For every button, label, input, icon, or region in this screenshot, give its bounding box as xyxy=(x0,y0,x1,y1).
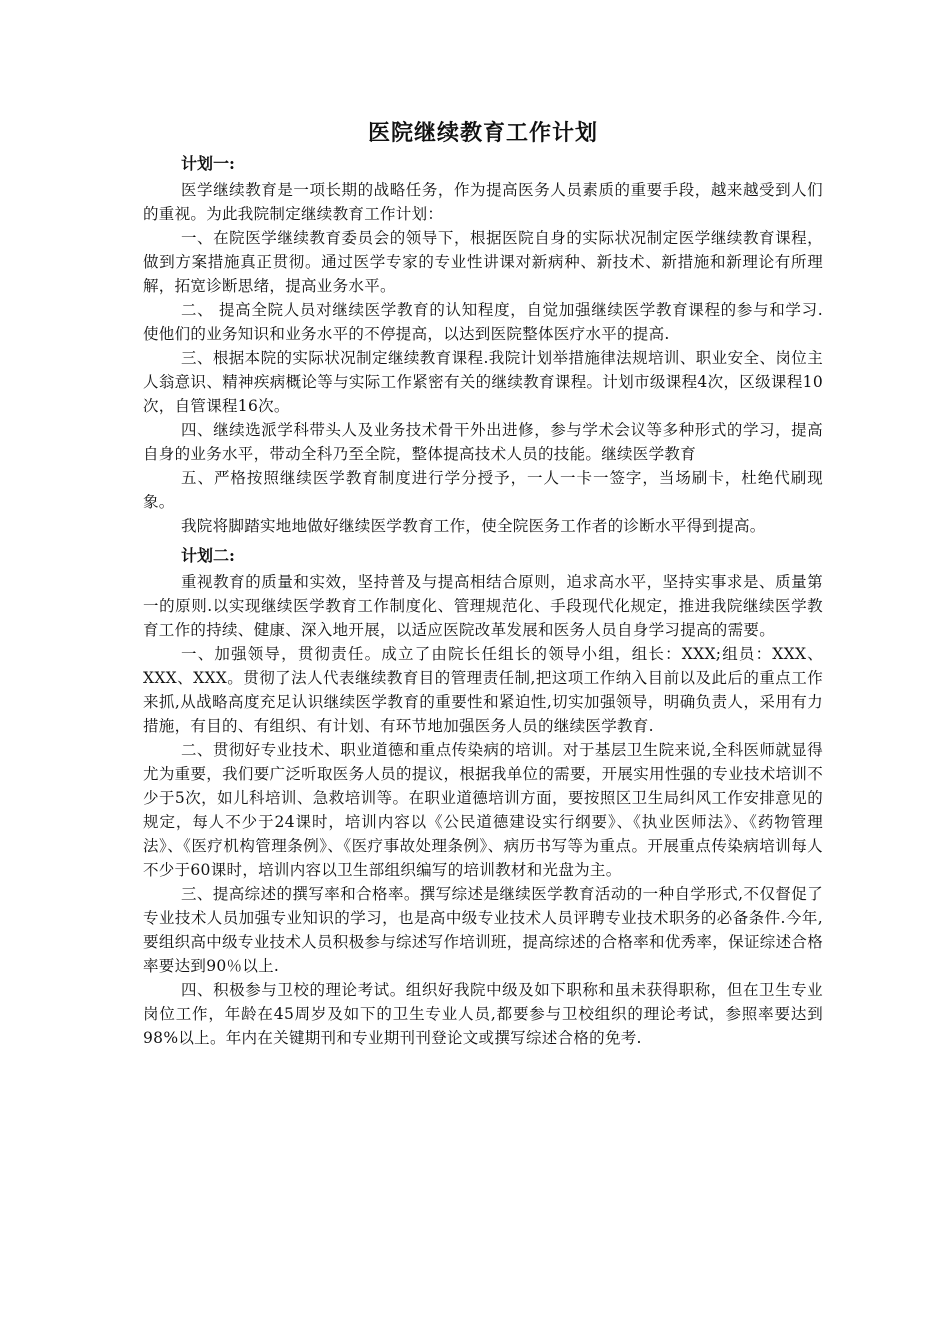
document-page xyxy=(143,118,823,1056)
plan-two-heading: 计划二: xyxy=(181,546,235,565)
paragraph: 四、积极参与卫校的理论考试。组织好我院中级及如下职称和虽未获得职称，但在卫生专业岗位工作，年龄在45周岁及如下的卫生专业人员,都要参与卫校组织的理论考试，参照率要达到98%以上。年内在关键期刊和专业期刊刊登论文或撰写综述合格的免考. xyxy=(143,981,823,1047)
paragraph: 一、在院医学继续教育委员会的领导下，根据医院自身的实际状况制定医学继续教育课程，做到方案措施真正贯彻。通过医学专家的专业性讲课对新病种、新技术、新措施和新理论有所理解，拓宽诊断思绪，提高业务水平。 xyxy=(143,229,823,295)
plan-two-section xyxy=(143,544,823,1050)
plan-one-heading: 计划一: xyxy=(181,154,235,173)
document-title: 医院继续教育工作计划 xyxy=(367,120,598,146)
paragraph: 重视教育的质量和实效，坚持普及与提高相结合原则，追求高水平，坚持实事求是、质量第一的原则.以实现继续医学教育工作制度化、管理规范化、手段现代化规定，推进我院继续医学教育工作的持续、健康、深入地开展，以适应医院改革发展和医务人员自身学习提高的需要。 xyxy=(143,573,823,639)
paragraph: 五、严格按照继续医学教育制度进行学分授予，一人一卡一签字，当场刷卡，杜绝代刷现象。 xyxy=(143,469,823,511)
paragraph: 我院将脚踏实地地做好继续医学教育工作，使全院医务工作者的诊断水平得到提高。 xyxy=(181,517,766,535)
paragraph: 三、根据本院的实际状况制定继续教育课程.我院计划举措施律法规培训、职业安全、岗位主人翁意识、精神疾病概论等与实际工作紧密有关的继续教育课程。计划市级课程4次，区级课程10次，自管课程16次。 xyxy=(143,349,823,415)
paragraph: 一、加强领导，贯彻责任。成立了由院长任组长的领导小组，组长：XXX;组员：XXX、XXX、XXX。贯彻了法人代表继续教育目的管理责任制,把这项工作纳入目前以及此后的重点工作来抓,从战略高度充足认识继续医学教育的重要性和紧迫性,切实加强领导，明确负责人，采用有力措施，有目的、有组织、有计划、有环节地加强医务人员的继续医学教育. xyxy=(143,645,823,735)
paragraph: 三、提高综述的撰写率和合格率。撰写综述是继续医学教育活动的一种自学形式,不仅督促了专业技术人员加强专业知识的学习，也是高中级专业技术人员评聘专业技术职务的必备条件.今年,要组织高中级专业技术人员积极参与综述写作培训班，提高综述的合格率和优秀率，保证综述合格率要达到90％以上. xyxy=(143,885,823,975)
paragraph: 二、 提高全院人员对继续医学教育的认知程度，自觉加强继续医学教育课程的参与和学习.使他们的业务知识和业务水平的不停提高，以达到医院整体医疗水平的提高. xyxy=(143,301,823,343)
plan-one-section xyxy=(143,152,823,538)
paragraph: 医学继续教育是一项长期的战略任务，作为提高医务人员素质的重要手段，越来越受到人们的重视。为此我院制定继续教育工作计划： xyxy=(143,181,823,223)
paragraph: 四、继续选派学科带头人及业务技术骨干外出进修，参与学术会议等多种形式的学习，提高自身的业务水平，带动全科乃至全院，整体提高技术人员的技能。继续医学教育 xyxy=(143,421,823,463)
paragraph: 二、贯彻好专业技术、职业道德和重点传染病的培训。对于基层卫生院来说,全科医师就显得尤为重要，我们要广泛听取医务人员的提议，根据我单位的需要，开展实用性强的专业技术培训不少于5次，如儿科培训、急救培训等。在职业道德培训方面，要按照区卫生局纠风工作安排意见的规定，每人不少于24课时，培训内容以《公民道德建设实行纲要》、《执业医师法》、《药物管理法》、《医疗机构管理条例》、《医疗事故处理条例》、病历书写等为重点。开展重点传染病培训每人不少于60课时，培训内容以卫生部组织编写的培训教材和光盘为主。 xyxy=(143,741,823,879)
